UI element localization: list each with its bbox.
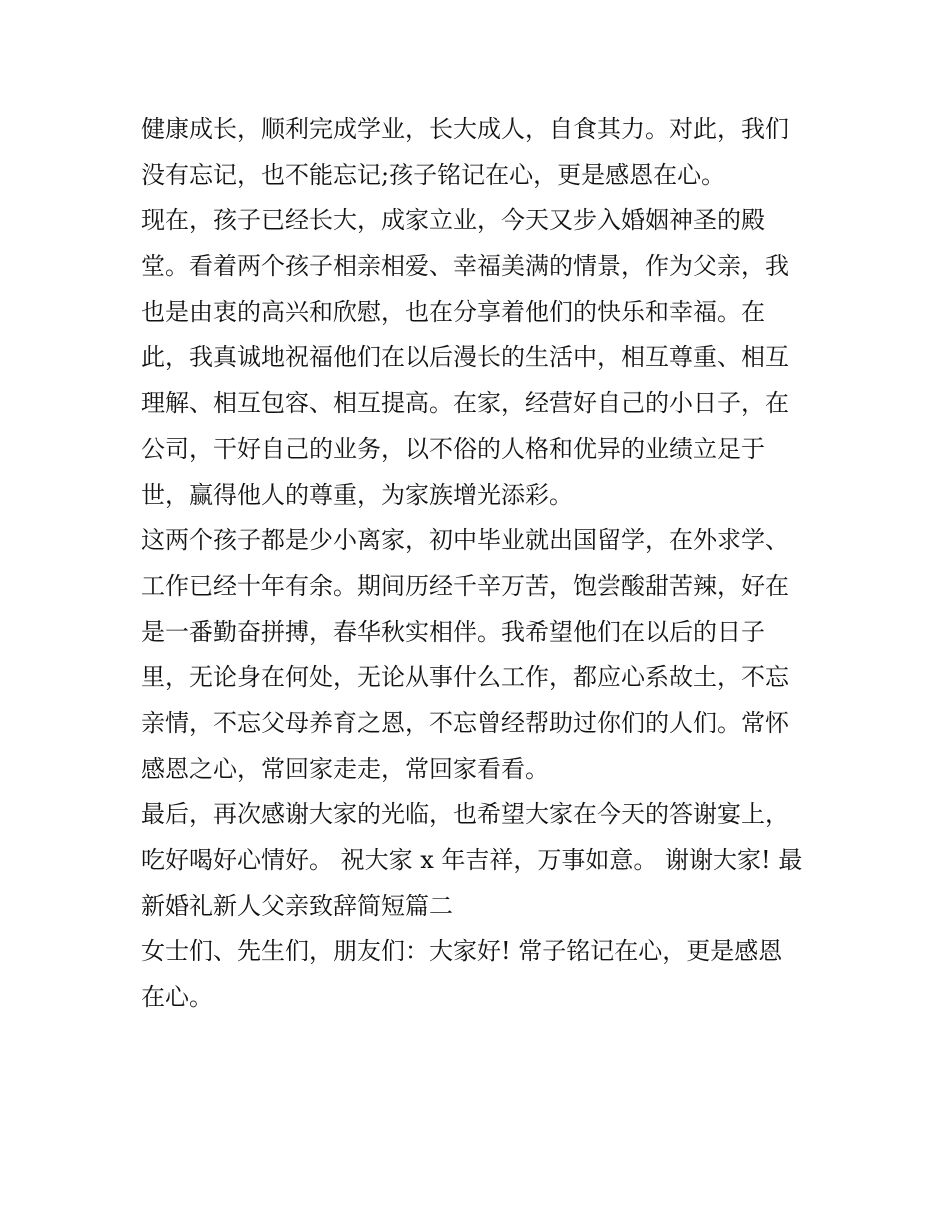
text-line: 吃好喝好心情好。 祝大家 x 年吉祥，万事如意。 谢谢大家! 最 (141, 846, 803, 874)
text-line: 亲情，不忘父母养育之恩，不忘曾经帮助过你们的人们。常怀 (141, 708, 789, 737)
text-line: 公司，干好自己的业务，以不俗的人格和优异的业绩立足于 (141, 434, 765, 463)
text-line: 世，赢得他人的尊重，为家族增光添彩。 (141, 480, 573, 509)
text-line: 在心。 (141, 983, 213, 1012)
text-line: 工作已经十年有余。期间历经千辛万苦，饱尝酸甜苦辣，好在 (141, 571, 789, 600)
text-line: 没有忘记，也不能忘记;孩子铭记在心，更是感恩在心。 (141, 160, 726, 189)
text-line: 女士们、先生们，朋友们：大家好! 常子铭记在心，更是感恩 (141, 937, 783, 966)
text-line: 最后，再次感谢大家的光临，也希望大家在今天的答谢宴上， (141, 800, 789, 829)
document-body (141, 107, 821, 1021)
text-line: 理解、相互包容、相互提高。在家，经营好自己的小日子，在 (141, 389, 789, 418)
text-line: 里，无论身在何处，无论从事什么工作，都应心系故土，不忘 (141, 663, 789, 692)
text-line: 健康成长，顺利完成学业，长大成人，自食其力。对此，我们 (141, 115, 789, 143)
section-heading: 新婚礼新人父亲致辞简短篇二 (141, 891, 453, 920)
text-line: 是一番勤奋拼搏，春华秋实相伴。我希望他们在以后的日子 (141, 617, 765, 646)
text-line: 也是由衷的高兴和欣慰，也在分享着他们的快乐和幸福。在 (141, 297, 765, 326)
text-line: 感恩之心，常回家走走，常回家看看。 (141, 754, 549, 783)
text-line: 现在，孩子已经长大，成家立业，今天又步入婚姻神圣的殿 (141, 206, 765, 235)
text-line: 堂。看着两个孩子相亲相爱、幸福美满的情景，作为父亲，我 (141, 252, 789, 281)
text-line: 此，我真诚地祝福他们在以后漫长的生活中，相互尊重、相互 (141, 343, 789, 372)
text-line: 这两个孩子都是少小离家，初中毕业就出国留学，在外求学、 (141, 526, 789, 555)
